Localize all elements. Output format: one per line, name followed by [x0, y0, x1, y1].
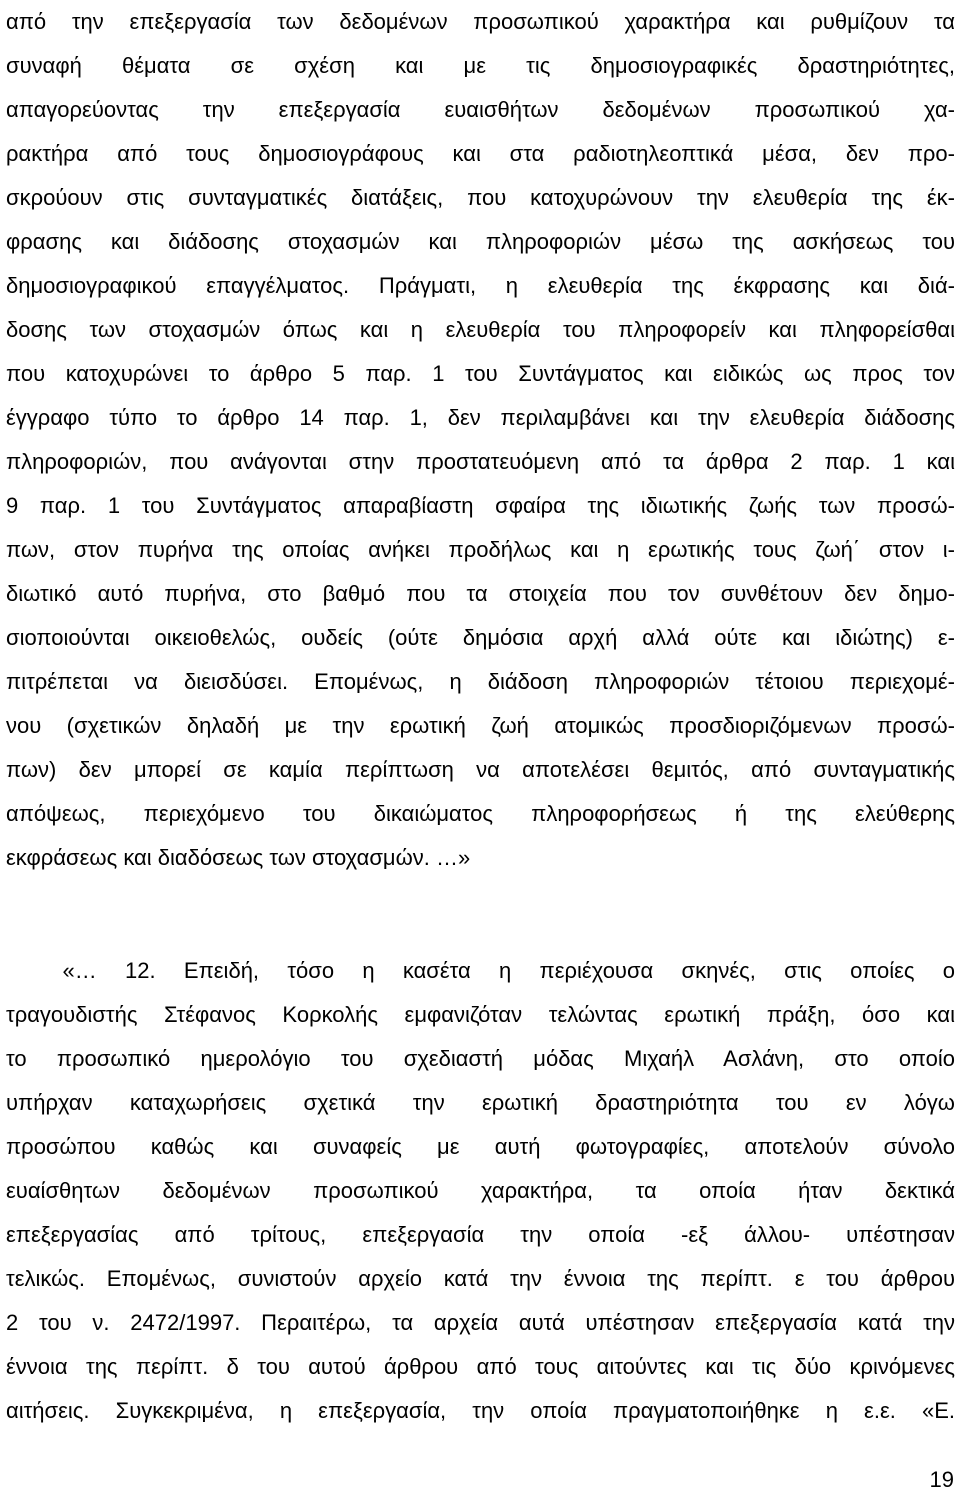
text-line: απόψεως, περιεχόμενο του δικαιώματος πληροφορήσεως ή της ελεύθερης [6, 801, 955, 826]
text-line: δημοσιογραφικού επαγγέλματος. Πράγματι, η ελευθερία της έκφρασης και διά- [6, 273, 955, 298]
text-line: απαγορεύοντας την επεξεργασία ευαισθήτων δεδομένων προσωπικού χα- [6, 97, 955, 122]
text-line: «… 12. Επειδή, τόσο η κασέτα η περιέχουσα σκηνές, στις οποίες ο [6, 958, 955, 983]
text-line: το προσωπικό ημερολόγιο του σχεδιαστή μόδας Μιχαήλ Ασλάνη, στο οποίο [6, 1046, 955, 1071]
text-line: νου (σχετικών δηλαδή με την ερωτική ζωή ατομικώς προσδιοριζόμενων προσώ- [6, 713, 955, 738]
text-line: έγγραφο τύπο το άρθρο 14 παρ. 1, δεν περιλαμβάνει και την ελευθερία διάδοσης [6, 405, 955, 430]
text-line: πων) δεν μπορεί σε καμία περίπτωση να αποτελέσει θεμιτός, από συνταγματικής [6, 757, 955, 782]
text-line: τελικώς. Επομένως, συνιστούν αρχείο κατά την έννοια της περίπτ. ε του άρθρου [6, 1266, 955, 1291]
text-line: συναφή θέματα σε σχέση και με τις δημοσιογραφικές δραστηριότητες, [6, 53, 955, 78]
text-line: ευαίσθητων δεδομένων προσωπικού χαρακτήρα, τα οποία ήταν δεκτικά [6, 1178, 955, 1203]
text-line: πων, στον πυρήνα της οποίας ανήκει προδήλως και η ερωτικής τους ζωή΄ στον ι- [6, 537, 955, 562]
text-line: 2 του ν. 2472/1997. Περαιτέρω, τα αρχεία αυτά υπέστησαν επεξεργασία κατά την [6, 1310, 955, 1335]
text-line: 9 παρ. 1 του Συντάγματος απαραβίαστη σφαίρα της ιδιωτικής ζωής των προσώ- [6, 493, 955, 518]
text-line: δοσης των στοχασμών όπως και η ελευθερία του πληροφορείν και πληφορείσθαι [6, 317, 955, 342]
text-line: που κατοχυρώνει το άρθρο 5 παρ. 1 του Συντάγματος και ειδικώς ως προς τον [6, 361, 955, 386]
text-line: επεξεργασίας από τρίτους, επεξεργασία την οποία -εξ άλλου- υπέστησαν [6, 1222, 955, 1247]
text-line: υπήρχαν καταχωρήσεις σχετικά την ερωτική δραστηριότητα του εν λόγω [6, 1090, 955, 1115]
text-line: πληροφοριών, που ανάγονται στην προστατευόμενη από τα άρθρα 2 παρ. 1 και [6, 449, 955, 474]
text-line: σκρούουν στις συνταγματικές διατάξεις, που κατοχυρώνουν την ελευθερία της έκ- [6, 185, 955, 210]
text-line: φρασης και διάδοσης στοχασμών και πληροφοριών μέσω της ασκήσεως του [6, 229, 955, 254]
text-line: έννοια της περίπτ. δ του αυτού άρθρου από τους αιτούντες και τις δύο κρινόμενες [6, 1354, 955, 1379]
text-line: προσώπου καθώς και συναφείς με αυτή φωτογραφίες, αποτελούν σύνολο [6, 1134, 955, 1159]
text-line: ρακτήρα από τους δημοσιογράφους και στα ραδιοτηλεοπτικά μέσα, δεν προ- [6, 141, 955, 166]
text-line: αιτήσεις. Συγκεκριμένα, η επεξεργασία, την οποία πραγματοποιήθηκε η ε.ε. «Ε. [6, 1398, 955, 1423]
text-line: πιτρέπεται να διεισδύσει. Επομένως, η διάδοση πληροφοριών τέτοιου περιεχομέ- [6, 669, 955, 694]
text-line: από την επεξεργασία των δεδομένων προσωπικού χαρακτήρα και ρυθμίζουν τα [6, 9, 955, 34]
text-line: σιοποιούνται οικειοθελώς, ουδείς (ούτε δημόσια αρχή αλλά ούτε και ιδιώτης) ε- [6, 625, 955, 650]
page-number: 19 [929, 1467, 954, 1492]
text-line: διωτικό αυτό πυρήνα, στο βαθμό που τα στοιχεία που τον συνθέτουν δεν δημο- [6, 581, 955, 606]
text-line: τραγουδιστής Στέφανος Κορκολής εμφανιζόταν τελώντας ερωτική πράξη, όσο και [6, 1002, 955, 1027]
text-line: εκφράσεως και διαδόσεως των στοχασμών. …» [6, 845, 471, 870]
